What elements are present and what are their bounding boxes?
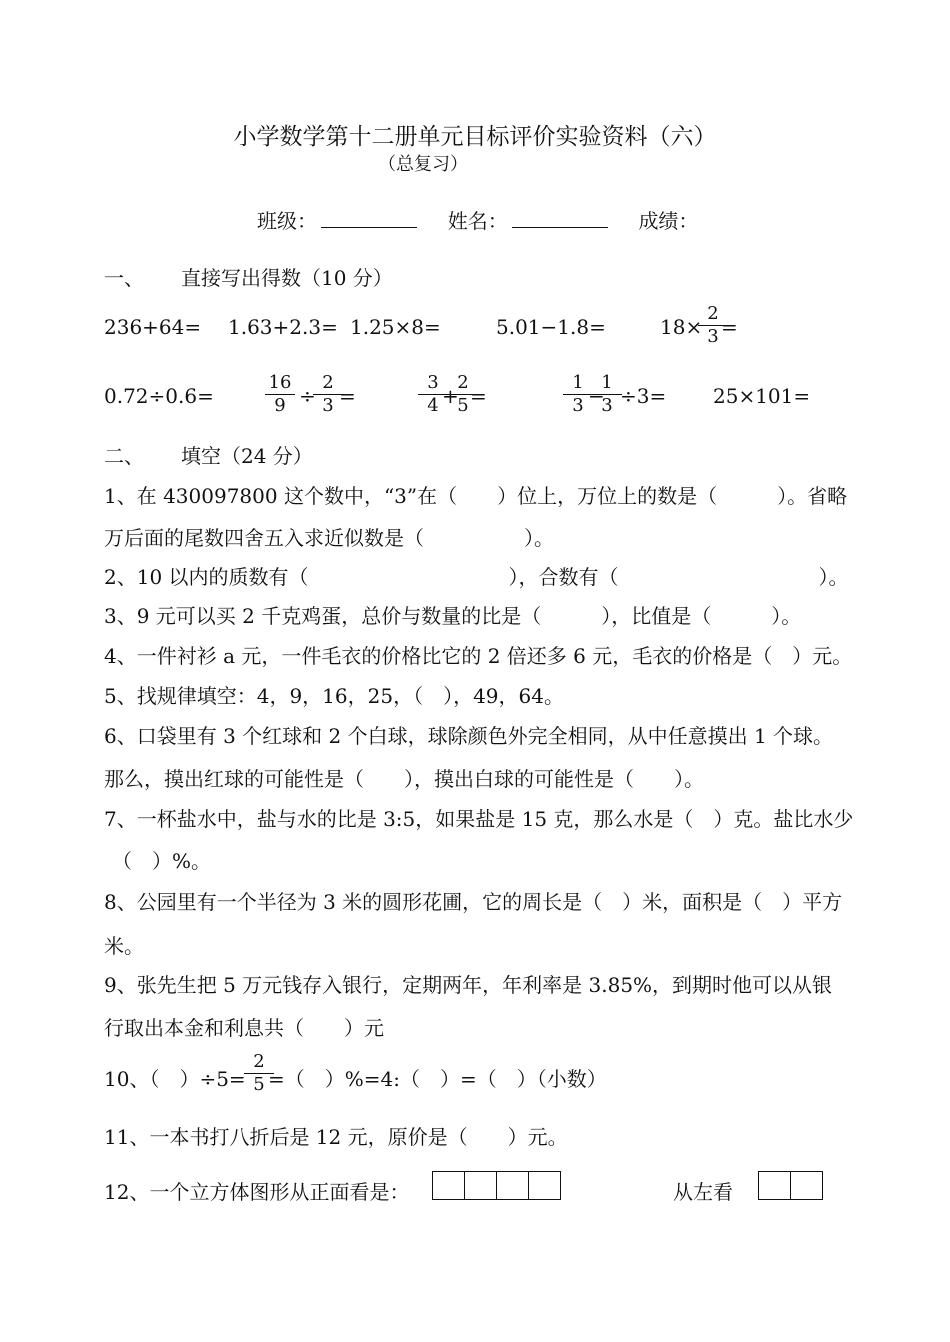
section1-number: 一、 <box>104 266 144 290</box>
fraction-numerator: 1 <box>572 372 584 393</box>
name-blank[interactable] <box>512 207 608 228</box>
section2-heading: 填空（24 分） <box>181 444 313 468</box>
class-label: 班级： <box>257 209 317 233</box>
student-info-line <box>257 205 698 234</box>
section2-number: 二、 <box>104 444 144 468</box>
question-12-left-label: 从左看 <box>673 1180 733 1204</box>
question-2: 2、10 以内的质数有（ ），合数有（ ）。 <box>104 565 849 589</box>
question-10-suffix: =（ ）%=4:（ ）=（ ）（小数） <box>268 1067 607 1091</box>
fraction-numerator: 2 <box>322 372 334 393</box>
fraction-numerator: 2 <box>707 303 719 324</box>
fraction-denominator: 9 <box>265 394 295 417</box>
page-title: 小学数学第十二册单元目标评价实验资料（六） <box>233 124 717 150</box>
calc-5-prefix: 18× <box>660 315 703 339</box>
calc-6: 0.72÷0.6= <box>104 384 214 408</box>
question-12-front-label: 12、一个立方体图形从正面看是： <box>104 1180 410 1204</box>
calc-4: 5.01−1.8= <box>496 315 606 339</box>
left-view-grid <box>758 1171 823 1200</box>
question-1-line-1: 1、在 430097800 这个数中，“3”在（ ）位上，万位上的数是（ ）。省略 <box>104 484 848 508</box>
calc-5-suffix: = <box>721 315 738 339</box>
question-8-line-1: 8、公园里有一个半径为 3 米的圆形花圃，它的周长是（ ）米，面积是（ ）平方 <box>104 890 843 914</box>
calc-10: 25×101= <box>713 384 811 408</box>
fraction-denominator: 3 <box>313 394 343 417</box>
question-1-line-2: 万后面的尾数四舍五入求近似数是（ ）。 <box>104 526 554 550</box>
question-4: 4、一件衬衫 a 元，一件毛衣的价格比它的 2 倍还多 6 元，毛衣的价格是（ ）元。 <box>104 644 853 668</box>
grid-cell <box>529 1172 560 1199</box>
page-subtitle: （总复习） <box>378 154 468 175</box>
grid-cell <box>759 1172 791 1199</box>
question-6-line-2: 那么，摸出红球的可能性是（ ），摸出白球的可能性是（ ）。 <box>104 767 704 791</box>
grid-cell <box>497 1172 529 1199</box>
calc-3: 1.25×8= <box>350 315 441 339</box>
fraction-numerator: 2 <box>253 1051 265 1072</box>
question-9-line-1: 9、张先生把 5 万元钱存入银行，定期两年，年利率是 3.85%，到期时他可以从银 <box>104 973 833 997</box>
question-6-line-1: 6、口袋里有 3 个红球和 2 个白球，球除颜色外完全相同，从中任意摸出 1 个球。 <box>104 724 834 748</box>
fraction-denominator: 5 <box>244 1073 274 1096</box>
calc-8-operator: + <box>442 384 459 408</box>
calc-7-equals: = <box>339 384 356 408</box>
question-7-line-2: （ ）%。 <box>112 849 212 873</box>
calc-1: 236+64= <box>104 315 202 339</box>
question-9-line-2: 行取出本金和利息共（ ）元 <box>104 1016 384 1040</box>
question-5: 5、找规律填空：4，9，16，25，（ ），49，64。 <box>104 684 564 708</box>
section1-heading: 直接写出得数（10 分） <box>181 266 393 290</box>
fraction-numerator: 1 <box>601 372 613 393</box>
fraction-numerator: 2 <box>457 372 469 393</box>
grid-cell <box>465 1172 497 1199</box>
calc-9-fraction-2 <box>592 372 622 417</box>
name-label: 姓名： <box>447 209 508 233</box>
class-blank[interactable] <box>321 207 417 228</box>
grid-cell <box>791 1172 822 1199</box>
fraction-denominator: 3 <box>698 325 728 348</box>
score-label: 成绩： <box>638 209 699 233</box>
calc-9-tail: ÷3= <box>620 384 667 408</box>
calc-9-operator: − <box>588 384 605 408</box>
grid-cell <box>433 1172 465 1199</box>
question-8-line-2: 米。 <box>104 934 144 958</box>
front-view-grid <box>432 1171 561 1200</box>
question-10-prefix: 10、（ ）÷5= <box>104 1067 246 1091</box>
fraction-numerator: 3 <box>427 372 439 393</box>
calc-7-operator: ÷ <box>299 384 316 408</box>
calc-8-equals: = <box>470 384 487 408</box>
question-3: 3、9 元可以买 2 千克鸡蛋，总价与数量的比是（ ），比值是（ ）。 <box>104 604 802 628</box>
fraction-denominator: 5 <box>448 394 478 417</box>
question-7-line-1: 7、一杯盐水中，盐与水的比是 3:5，如果盐是 15 克，那么水是（ ）克。盐比水少 <box>104 807 854 831</box>
fraction-numerator: 16 <box>268 372 292 393</box>
calc-2: 1.63+2.3= <box>228 315 338 339</box>
fraction-denominator: 3 <box>563 394 593 417</box>
calc-7-fraction-1 <box>265 372 295 417</box>
fraction-denominator: 3 <box>592 394 622 417</box>
question-11: 11、一本书打八折后是 12 元，原价是（ ）元。 <box>104 1125 568 1149</box>
fraction-denominator: 4 <box>418 394 448 417</box>
